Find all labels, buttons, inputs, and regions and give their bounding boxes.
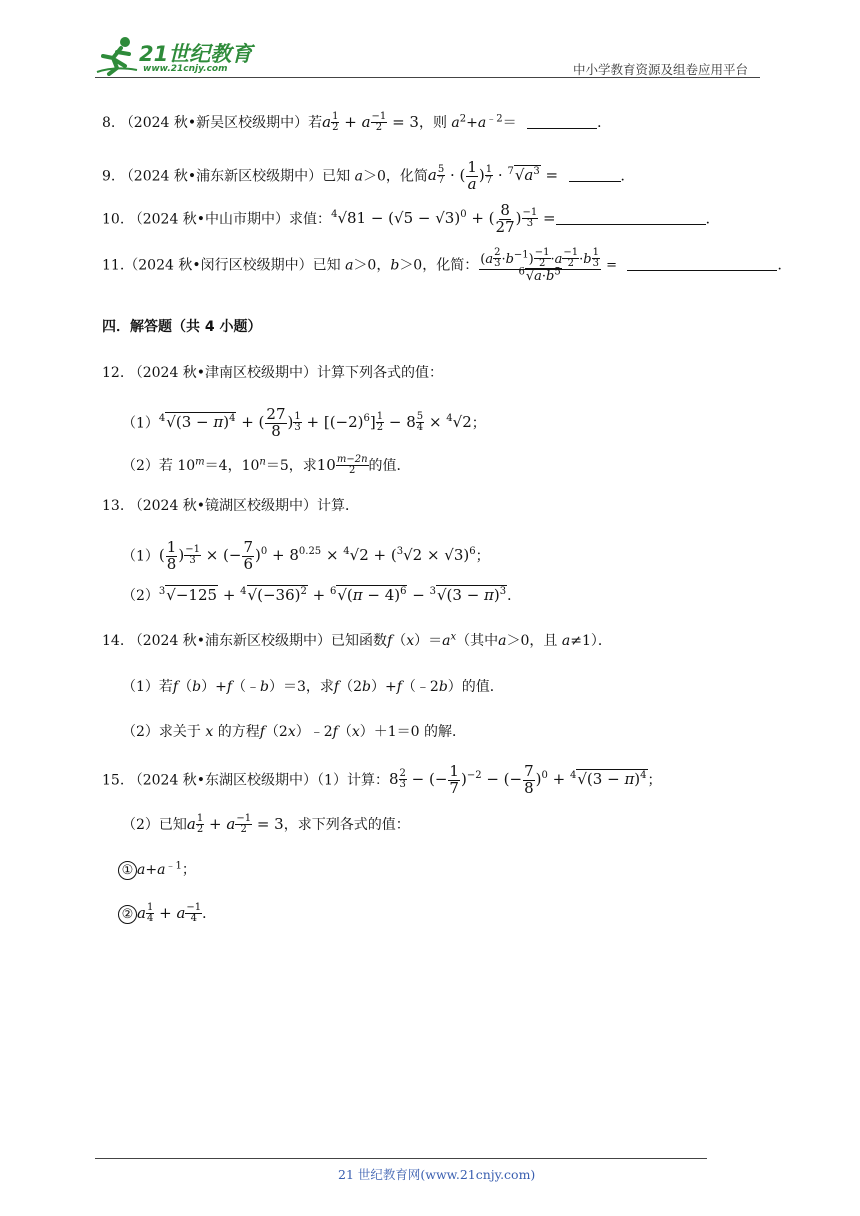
q12-source: （2024 秋•津南区校级期中）计算下列各式的值： — [128, 365, 444, 381]
q13-number: 13. — [102, 498, 125, 514]
logo-text: 21世纪教育 — [139, 42, 253, 66]
q10-expression: $^4√81 - (√5 - √3)^0$ + ( $\frac{8}{27}$ ) $\frac{-1}{3}$ = — [331, 201, 556, 236]
q10-answer-blank[interactable] — [556, 210, 706, 225]
question-9: 9. （2024 秋•浦东新区校级期中）已知 a＞0，化简a $\frac{5}{7}$ · ( $\frac{1}{a}$ ) $\frac{1}{7}$ · $^7√a^3$ = ． — [102, 158, 635, 193]
q9-expression: a $\frac{5}{7}$ · ( $\frac{1}{a}$ ) $\frac{1}{7}$ · $^7√a^3$ = — [427, 158, 559, 193]
q12-part-2: （2）若 $10^m=4$，$10^n=5$，求10 $\frac{m-2n}{2}$ 的值． — [122, 454, 411, 476]
q11-expression: (a $\frac{2}{3}$ $\cdot b^{-1}$) $\frac{-1}{2}$ ·a $\frac{-1}{2}$ ·b $\frac{1}{3}$ $^6√a\cdot b^5$ = — [480, 247, 618, 284]
logo-url: www.21cnjy.com — [143, 64, 228, 74]
q8-then: ，则 — [418, 115, 447, 131]
q10-source: （2024 秋•中山市期中）求值： — [128, 211, 332, 228]
question-12 — [102, 362, 443, 382]
q9-cond: ，化简 — [385, 168, 428, 185]
q8-eq: ＝ — [502, 115, 517, 131]
question-11: 11.（2024 秋•闵行区校级期中）已知 a＞0，b＞0，化简： (a $\frac{2}{3}$ $\cdot b^{-1}$) $\frac{-1}{2}$ ·a $\frac{-1}{2}$ ·b $\frac{1}{3}$ $^6√a\cdot b^5$ = ． — [102, 247, 792, 284]
footer-divider — [95, 1158, 707, 1159]
question-14: 14. （2024 秋•浦东新区校级期中）已知函数$f(x)=a^x$（其中a＞0，且 a≠1）． — [102, 631, 612, 649]
question-8: 8. （2024 秋•新吴区校级期中）若a $\frac{1}{2}$ + a $\frac{-1}{2}$ = 3，则 $a^2+a^{﹣2}=$ ． — [102, 111, 612, 133]
header-right-text: 中小学教育资源及组卷应用平台 — [573, 62, 749, 77]
question-10: 10. （2024 秋•中山市期中）求值：$^4√81 - (√5 - √3)^0$ + ( $\frac{8}{27}$ ) $\frac{-1}{3}$ = ． — [102, 201, 720, 236]
q15-source: （2024 秋•东湖区校级期中）（1）计算： — [128, 772, 389, 789]
q14-part-1: （1）若f（b）+f（﹣b）＝3，求f（2b）+f（﹣2b）的值． — [122, 679, 504, 695]
question-13 — [102, 495, 359, 515]
q9-answer-blank[interactable] — [569, 167, 621, 182]
q13-source: （2024 秋•镜湖区校级期中）计算． — [128, 498, 360, 514]
q8-answer-blank[interactable] — [527, 114, 597, 129]
q13-part-2: $(2)^3√-125 + ^4√(-36)^2 + ^6√(\pi - 4)^6 - ^3√(3 - \pi)^3$． — [122, 586, 522, 604]
circled-2-icon: ② — [118, 905, 137, 924]
q11-cond: ，化简： — [422, 257, 479, 274]
q14-source: （2024 秋•浦东新区校级期中）已知函数 — [128, 633, 388, 649]
circled-1-icon: ① — [118, 861, 137, 880]
q11-source: （2024 秋•闵行区校级期中）已知 — [124, 257, 341, 274]
q15-item-1: ① $a+a^{﹣1}$； — [118, 859, 196, 880]
q12-part-1: $(1)^4√(3 - \pi)^4$ + ( $\frac{27}{8}$ ) $\frac{1}{3}$ + $[(-2)^6]$ $\frac{1}{2}$ − 8 $\frac{5}{4}$ × $^4$√2； — [122, 405, 486, 440]
question-15: 15. （2024 秋•东湖区校级期中）（1）计算：8 $\frac{2}{3}$ − (− $\frac{1}{7}$ )$^{-2}$ − (− $\frac{7}{8}$ )$^0 + ^4√(3 - \pi)^4$； — [102, 762, 662, 797]
q11-number: 11. — [102, 257, 125, 274]
q14-number: 14. — [102, 633, 125, 649]
q14-part-2: （2）求关于 x 的方程f（2x）﹣2f（x）＋1＝0 的解． — [122, 724, 467, 740]
section-4-title: 四．解答题（共 4 小题） — [102, 319, 262, 335]
logo — [95, 36, 255, 76]
q13-part-1: （1）( $\frac{1}{8}$ ) $\frac{-1}{3}$ × (− $\frac{7}{6}$ )$^0 + 8^{0.25} \times ^4√2 + (^3√2 \times √3)^6$； — [122, 538, 490, 573]
q8-source: （2024 秋•新吴区校级期中）若 — [119, 115, 323, 131]
q9-source: （2024 秋•浦东新区校级期中）已知 — [119, 168, 351, 185]
q10-number: 10. — [102, 211, 125, 228]
q15-item-2: ② a $\frac{1}{4}$ + a $\frac{-1}{4}$ ． — [118, 903, 216, 924]
q11-answer-blank[interactable] — [627, 256, 777, 271]
runner-logo-icon — [95, 36, 139, 76]
q15-number: 15. — [102, 772, 125, 789]
footer-text: 21 世纪教育网(www.21cnjy.com) — [338, 1167, 536, 1182]
q15-part-2: （2）已知a $\frac{1}{2}$ + a $\frac{-1}{2}$ = 3，求下列各式的值： — [122, 813, 410, 835]
q12-number: 12. — [102, 365, 125, 381]
header-divider — [95, 77, 760, 78]
q8-number: 8. — [102, 115, 116, 131]
q8-condition: a $\frac{1}{2}$ + a $\frac{-1}{2}$ = 3 — [322, 111, 419, 133]
q9-number: 9. — [102, 168, 116, 185]
